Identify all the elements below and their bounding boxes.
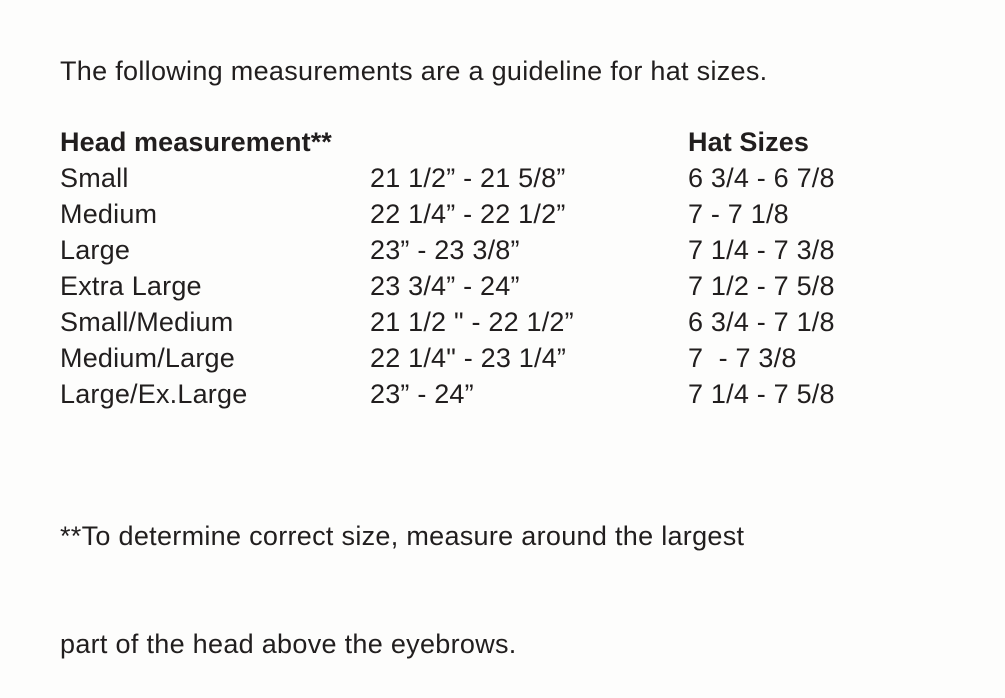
row-label: Large [60,234,131,265]
row-measurement: 22 1/4” - 22 1/2” [370,198,566,229]
column-header-head-measurement: Head measurement** [60,126,332,157]
row-measurement: 22 1/4" - 23 1/4” [370,342,567,373]
row-hat-size: 7 1/4 - 7 5/8 [688,378,835,409]
footnote [60,446,744,698]
row-measurement: 21 1/2” - 21 5/8” [370,162,566,193]
column-header-hat-sizes: Hat Sizes [688,126,809,157]
row-label: Extra Large [60,270,202,301]
row-hat-size: 7 - 7 3/8 [688,342,797,373]
row-measurement: 21 1/2 " - 22 1/2” [370,306,574,337]
row-label: Medium [60,198,158,229]
row-hat-size: 7 1/4 - 7 3/8 [688,234,835,265]
footnote-line-1: **To determine correct size, measure around the largest [60,521,745,551]
intro-text: The following measurements are a guideline for hat sizes. [60,56,768,86]
row-measurement: 23” - 23 3/8” [370,234,520,265]
row-label: Small [60,162,129,193]
row-hat-size: 7 - 7 1/8 [688,198,789,229]
row-hat-size: 7 1/2 - 7 5/8 [688,270,835,301]
row-label: Large/Ex.Large [60,378,248,409]
row-label: Small/Medium [60,306,234,337]
footnote-line-2: part of the head above the eyebrows. [60,629,517,659]
row-label: Medium/Large [60,342,235,373]
row-hat-size: 6 3/4 - 7 1/8 [688,306,835,337]
hat-size-table [60,124,835,412]
row-measurement: 23 3/4” - 24” [370,270,520,301]
row-measurement: 23” - 24” [370,378,474,409]
row-hat-size: 6 3/4 - 6 7/8 [688,162,835,193]
